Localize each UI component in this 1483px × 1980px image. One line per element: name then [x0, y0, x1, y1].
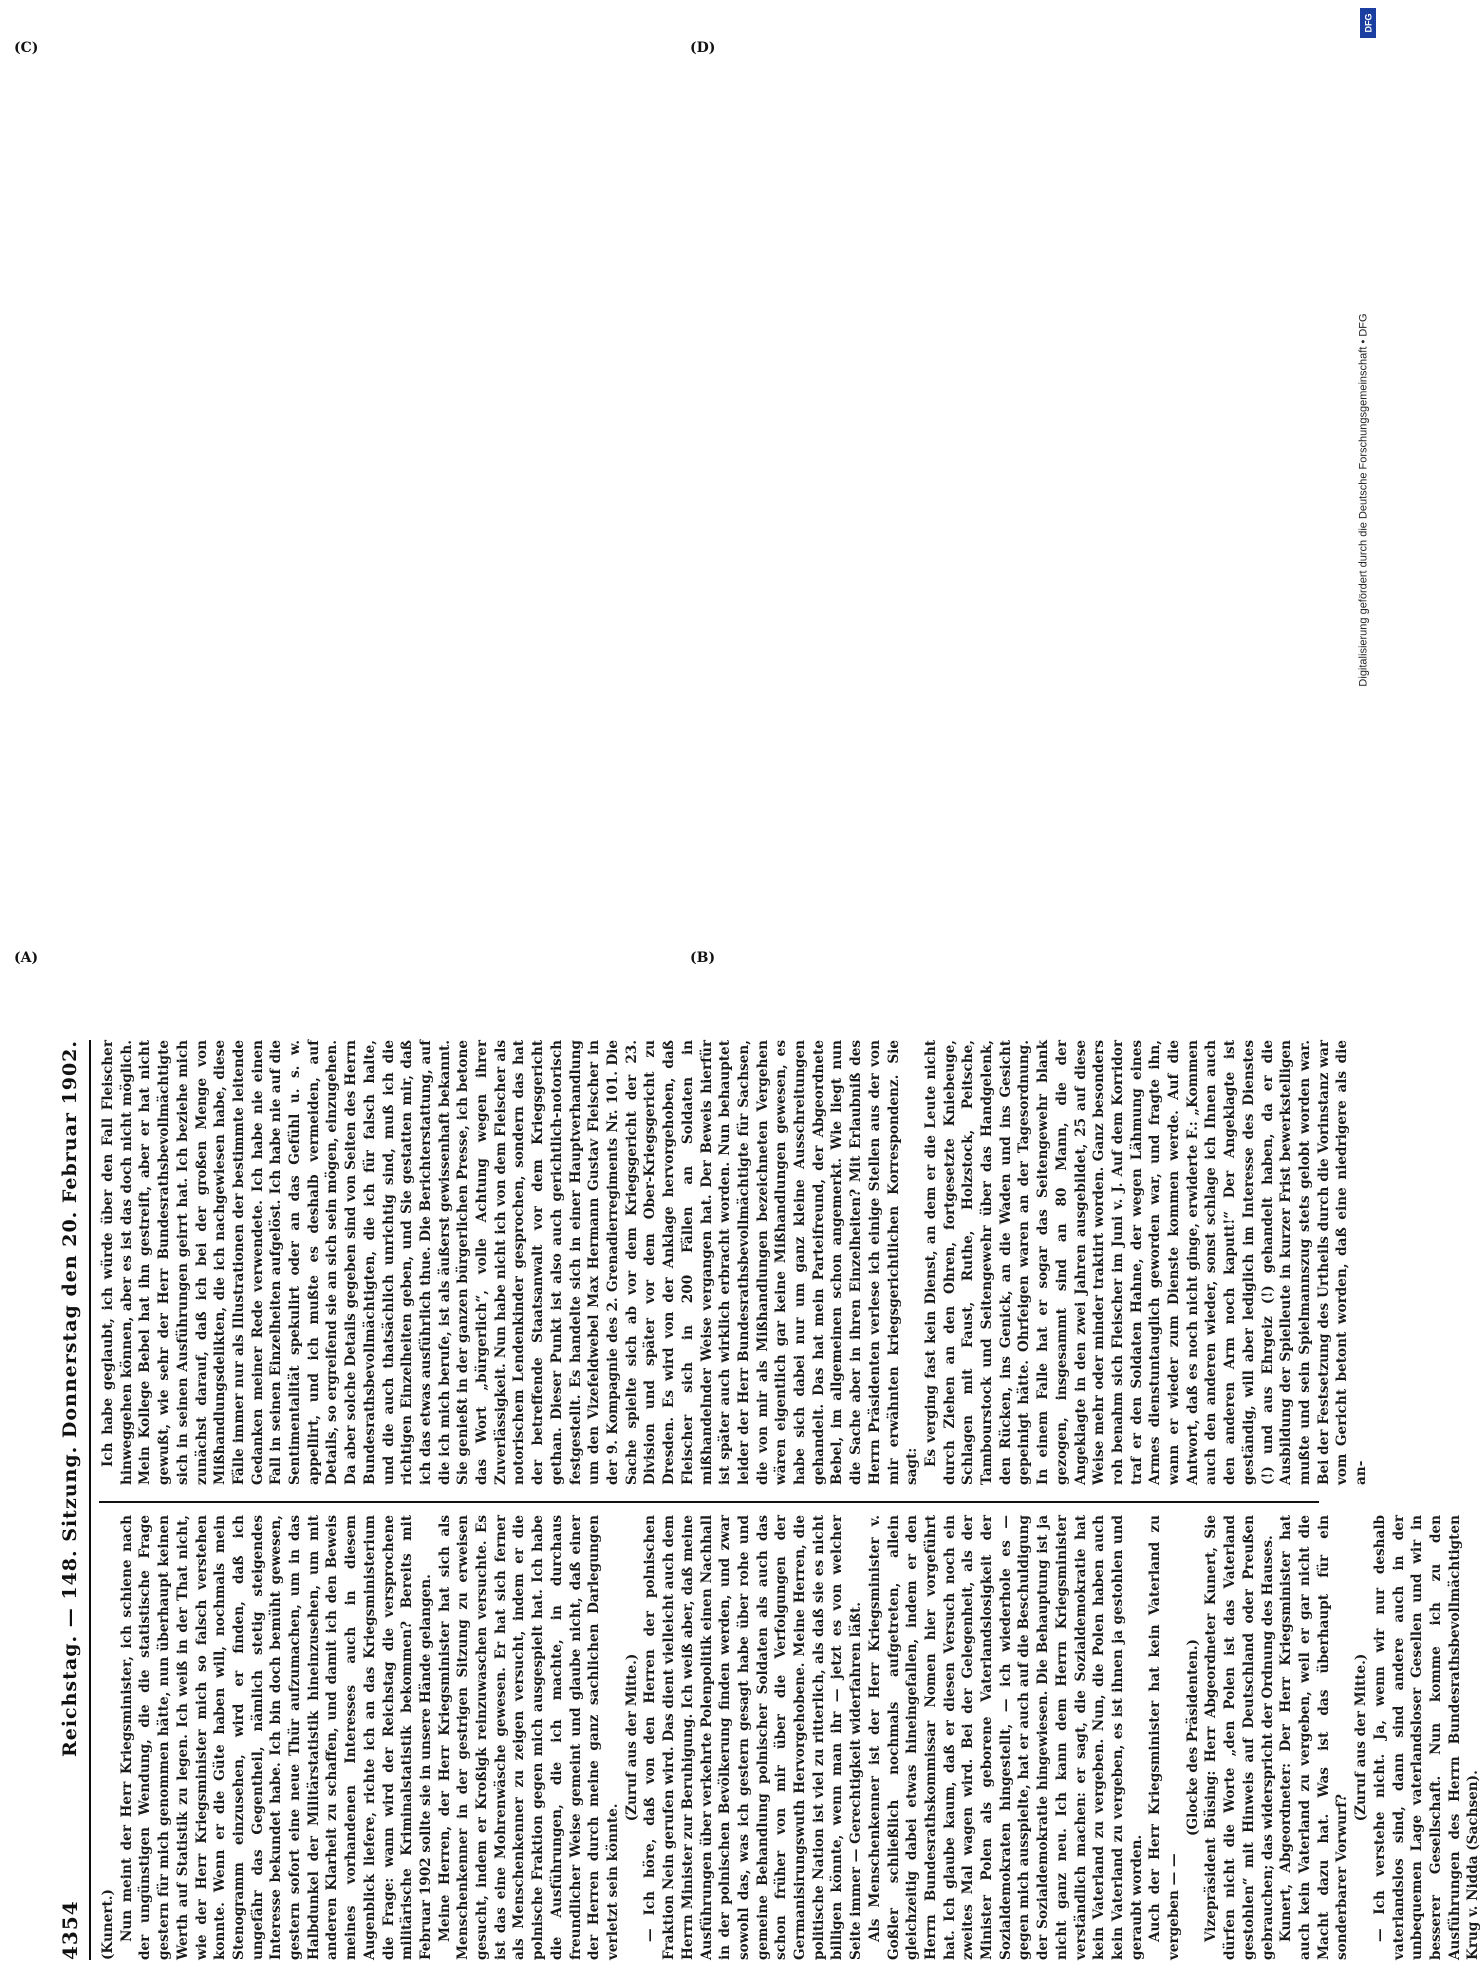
margin-mark-d: (D): [690, 40, 716, 56]
paragraph: Vizepräsident Büsing: Herr Abgeordneter Kunert, Sie dürfen nicht die Worte „den Polen ist das Vaterland gestohlen“ mit Hinweis auf Deutschland oder Preußen gebrauchen; das widerspricht der Ordnung des Hauses.: [1203, 1515, 1276, 1960]
paragraph: Als Menschenkenner ist der Herr Kriegsminister v. Goßler schließlich nochmals aufgetreten, allein gleichzeitig dabei etwas hineingefallen, indem er den Herrn Bundesrathskommissar Nomen hier vorgeführt hat. Ich glaube kaum, daß er diesen Versuch noch ein zweites Mal wagen wird. Bei der Gelegenheit, als der Minister Polen als geborene Vaterlandslosigkeit der Sozialdemokraten hingestellt, — ich wiederhole es — gegen mich ausspielte, hat er auch auf die Beschuldigung der Sozialdemokratie hingewiesen. Die Behauptung ist ja nicht ganz neu. Ich kann dem Herrn Kriegsminister verständlich machen: er sagt, die Sozialdemokratie hat kein Vaterland zu vergeben. Nun, die Polen haben auch kein Vaterland zu vergeben, es ist ihnen ja gestohlen und geraubt worden.: [866, 1515, 1145, 1960]
page-header: [53, 1040, 87, 1960]
column-rule: [99, 1501, 1319, 1503]
right-column: [99, 1040, 1370, 1485]
page-title: Reichstag. — 148. Sitzung. Donnerstag den 20. Februar 1902.: [59, 1040, 81, 1758]
paragraph: Ich habe geglaubt, ich würde über den Fall Fleischer hinweggehen können, aber es ist das doch nicht möglich. Mein Kollege Bebel hat ihn gestreift, aber er hat nicht gewußt, wie sehr der Herr Bundesrathsbevollmächtigte sich in seinen Ausführungen geirrt hat. Ich beziehe mich zunächst darauf, daß ich bei der großen Menge von Mißhandlungsdelikten, die ich nachgewiesen habe, diese Fälle immer nur als Illustrationen der bestimmte leitende Gedanken meiner Rede verwendete. Ich habe nie einen Fall in seinen Einzelheiten aufgelöst. Ich habe nie auf die Sentimentalität spekulirt oder an das Gefühl u. s. w. appellirt, und ich mußte es deshalb vermeiden, auf Details, so ergreifend sie an sich sein mögen, einzugehen. Da aber solche Details gegeben sind von Seiten des Herrn Bundesrathsbevollmächtigten, die ich für falsch halte, und die auch thatsächlich unrichtig sind, muß ich die richtigen Einzelheiten geben, und Sie gestatten mir, daß ich das etwas ausführlich thue. Die Berichterstattung, auf die ich mich berufe, ist als äußerst gewissenhaft bekannt. Sie genießt in der ganzen bürgerlichen Presse, ich betone das Wort „bürgerlich“, volle Achtung wegen ihrer Zuverlässigkeit. Nun habe nicht ich von dem Fleischer als notorischem Lendenkinder gesprochen, sondern das hat der betreffende Staatsanwalt vor dem Kriegsgericht gethan. Dieser Punkt ist also auch gerichtlich-notorisch festgestellt. Es handelte sich in einer Hauptverhandlung um den Vizefeldwebel Max Hermann Gustav Fleischer in der 9. Kompagnie des 2. Grenadierregiments Nr. 101. Die Sache spielte sich ab vor dem Kriegsgericht der 23. Division und später vor dem Ober-Kriegsgericht zu Dresden. Es wird von der Anklage hervorgehoben, daß Fleischer sich in 200 Fällen an Soldaten in mißhandelnder Weise vergangen hat. Der Beweis hierfür ist später auch wirklich erbracht worden. Nun behauptet leider der Herr Bundesrathsbevollmächtigte für Sachsen, die von mir als Mißhandlungen bezeichneten Vergehen wären eigentlich gar keine Mißhandlungen gewesen, es habe sich dabei nur um ganz kleine Ausschreitungen gehandelt. Das hat mein Parteifreund, der Abgeordnete Bebel, im allgemeinen schon angemerkt. Wie liegt nun die Sache aber in ihren Einzelheiten? Mit Erlaubniß des Herrn Präsidenten verlese ich einige Stellen aus der von mir erwähnten kriegsgerichtlichen Korrespondenz. Sie sagt:: [100, 1040, 921, 1485]
paragraph: Kunert, Abgeordneter: Der Herr Kriegsminister hat auch kein Vaterland zu vergeben, weil er gar nicht die Macht dazu hat. Was ist das überhaupt für ein sonderbarer Vorwurf?: [1278, 1515, 1351, 1960]
speaker-continuation: (Kunert.): [100, 1889, 116, 1960]
interjection: (Glocke des Präsidenten.): [1184, 1639, 1201, 1836]
rotated-document-page: [53, 1020, 1482, 1980]
paragraph: Auch der Herr Kriegsminister hat kein Vaterland zu vergeben — —: [1147, 1515, 1183, 1960]
digitization-note: Digitalisierung gefördert durch die Deutsche Forschungsgemeinschaft • DFG: [1358, 313, 1371, 687]
margin-mark-a: (A): [14, 950, 39, 966]
paragraph: — Ich verstehe nicht. Ja, wenn wir nur deshalb vaterlandslos sind, dann sind andere auch in der unbequemen Lage vaterlandsloser Gesellen und wir in besserer Gesellschaft. Nun komme ich zu den Ausführungen des Herrn Bundesrathsbevollmächtigten Krug v. Nidda (Sachsen).: [1371, 1515, 1482, 1960]
margin-mark-b: (B): [690, 950, 716, 966]
margin-mark-c: (C): [14, 40, 39, 56]
paragraph: Nun meint der Herr Kriegsminister, ich schiene nach der ungünstigen Wendung, die die statistische Frage gestern für mich genommen hätte, nun überhaupt keinen Werth auf Statistik zu legen. Ich weiß in der That nicht, wie der Herr Kriegsminister mich so falsch verstehen konnte. Wenn er die Güte haben will, nochmals mein Stenogramm einzusehen, wird er finden, daß ich ungefähr das Gegentheil, nämlich stetig steigendes Interesse bekundet habe. Ich bin doch bemüht gewesen, gestern sofort eine neue Thür aufzumachen, um in das Halbdunkel der Militärstatistik hineinzusehen, um mit anderen Klarheit zu schaffen, und damit ich den Beweis meines vorhandenen Interesses auch in diesem Augenblick liefere, richte ich an das Kriegsministerium die Frage: wann wird der Reichstag die versprochene militärische Kriminalstatistik bekommen? Bereits mit Februar 1902 sollte sie in unsere Hände gelangen.: [118, 1515, 434, 1960]
paragraph: — Ich höre, daß von den Herren der polnischen Fraktion Nein gerufen wird. Das dient vielleicht auch dem Herrn Minister zur Beruhigung. Ich weiß aber, daß meine Ausführungen über verkehrte Polenpolitik einen Nachhall in der polnischen Bevölkerung finden werden, und zwar sowohl das, was ich gestern gesagt habe über rohe und gemeine Behandlung polnischer Soldaten als auch das schon früher von mir über die Verfolgungen der Germanisirungswuth Hervorgehobene. Meine Herren, die politische Nation ist viel zu ritterlich, als daß sie es nicht billigen könnte, wenn man ihr — jetzt es von welcher Seite immer — Gerechtigkeit widerfahren läßt.: [642, 1515, 865, 1960]
left-column: [99, 1515, 1482, 1960]
header-rule: [89, 1040, 91, 1960]
dfg-logo: DFG: [1360, 8, 1376, 38]
interjection: (Zuruf aus der Mitte.): [1353, 1653, 1370, 1822]
page-number: 4354: [58, 1900, 82, 1960]
quoted-paragraph: Es verging fast kein Dienst, an dem er die Leute nicht durch Ziehen an den Ohren, fortgesetzte Kniebeuge, Schlagen mit Faust, Ruthe, Holzstock, Peitsche, Tambourstock und Seitengewehr über das Handgelenk, den Rücken, ins Genick, an die Waden und ins Gesicht gepeinigt hätte. Ohrfeigen waren an der Tagesordnung. In einem Falle hat er sogar das Seitengewehr blank gezogen, insgesammt sind an 80 Mann, die der Angeklagte in den zwei Jahren ausgebildet, 25 auf diese Weise mehr oder minder traktirt worden. Ganz besonders roh benahm sich Fleischer im Juni v. J. Auf dem Korridor traf er den Soldaten Hahne, der wegen Lähmung eines Armes dienstuntauglich geworden war, und fragte ihn, wann er wieder zum Dienste kommen werde. Auf die Antwort, daß es noch nicht ginge, erwiderte F.: „Kommen auch den anderen wieder, sonst schlage ich Ihnen auch den anderen Arm noch kaputt!“ Der Angeklagte ist geständig, will aber lediglich im Interesse des Dienstes (!) und aus Ehrgeiz (!) gehandelt haben, da er die Ausbildung der Spielleute in kurzer Frist bewerkstelligen mußte und sein Spielmannszug stets gelobt worden war. Bei der Festsetzung des Urtheils durch die Vorinstanz war vom Gericht betont worden, daß eine niedrigere als die an-: [922, 1040, 1370, 1485]
interjection: (Zuruf aus der Mitte.): [623, 1653, 640, 1822]
paragraph: Meine Herren, der Herr Kriegsminister hat sich als Menschenkenner in der gestrigen Sitzung zu erweisen gesucht, indem er Kroßigk reinzuwaschen versuchte. Es ist das eine Mohrenwäsche gewesen. Er hat sich ferner als Menschenkenner zu zeigen versucht, indem er die polnische Fraktion gegen mich ausgespielt hat. Ich habe die Ausführungen, die ich machte, in durchaus freundlicher Weise gemeint und glaube nicht, daß einer der Herren durch meine ganz sachlichen Darlegungen verletzt sein könnte.: [436, 1515, 621, 1960]
